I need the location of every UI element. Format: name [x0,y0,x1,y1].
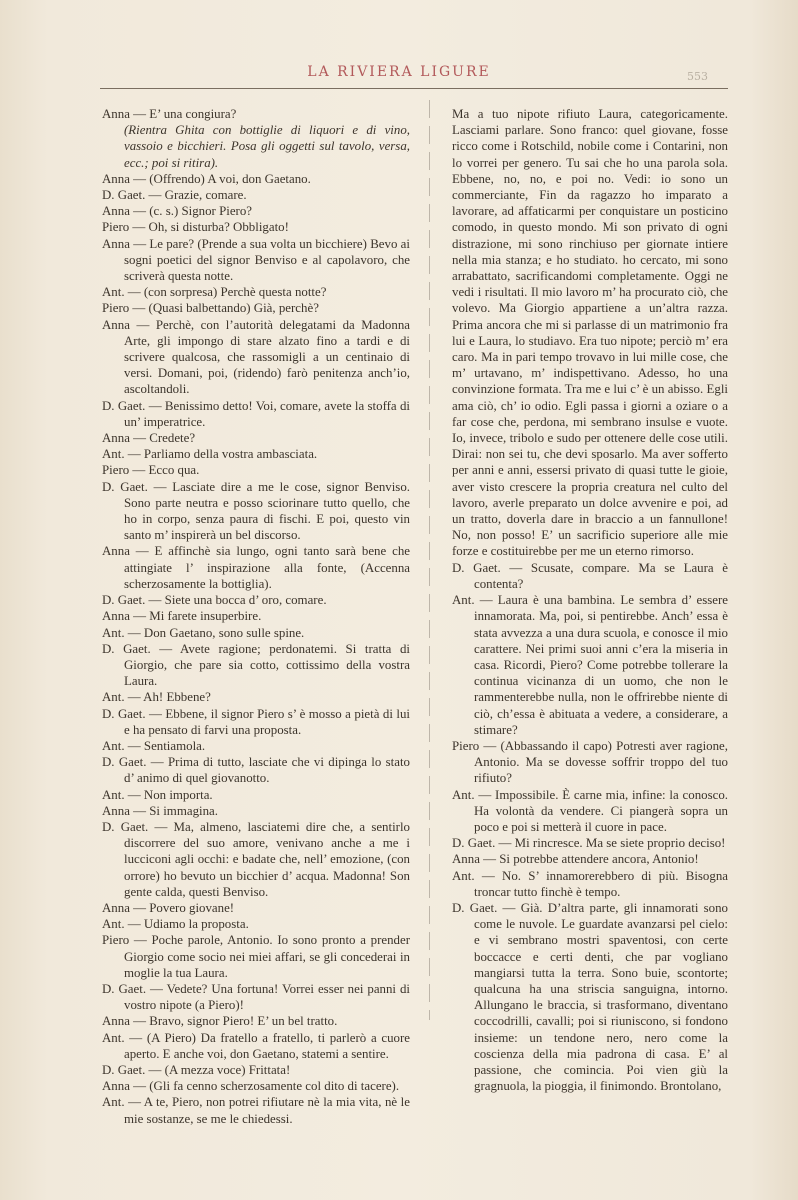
dialogue-line: D. Gaet. — Vedete? Una fortuna! Vorrei esser nei panni di vostro nipote (a Piero)! [102,981,410,1013]
dialogue-line: D. Gaet. — Prima di tutto, lasciate che vi dipinga lo stato d’ animo di quel giovanotto. [102,755,410,786]
dialogue-line: Anna — (Gli fa cenno scherzosamente col dito di tacere). [102,1079,400,1094]
dialogue-line: Ant. — Impossibile. È carne mia, infine: la conosco. Ha volontà da vendere. Ci piangerà sopra un poco e poi si metterà il cuore in pace. [452,787,728,834]
dialogue-line: Ma a tuo nipote rifiuto Laura, categoricamente. Lasciami parlare. Sono franco: quel giovane, fosse ricco come i Rotschild, nobile come i Contarini, non lo vorrei per genero. Tu sai che ho una parola sola. Ebbene, no, no, e poi no. Vedi: io sono un commerciante, Fin da ragazzo ho imparato a lavorare, ad affaticarmi per conquistare un posticino comodo, in questo mondo. Mi son privato di ogni distrazione, mi sono rinchiuso per giornate intiere nella mia stanza; e ho studiato. ho cercato, mi sono arrabattato, sacrificandomi completamente. Oggi ne vedi i risultati. Il mio lavoro m’ ha procurato ciò, che volevo. Ma Giorgio appartiene a un’altra razza. Prima ancora che mi si parlasse di un matrimonio fra lui e Laura, lo studiavo. Era tuo nipote; perciò m’ era caro. Ma in pari tempo trovavo in lui mille cose, che m’ urtavano, m’ indispettivano. Adesso, ho una convinzione formata. Tra me e lui c’ è un abisso. Egli ama ciò, ch’ io odio. Egli passa i giorni a oziare o a far cose che, perdona, mi sembrano insulse e vuote. Io, invece, tribolo e sudo per ottenere delle cose utili. Dirai: non sei tu, che devi sposarlo. Ma aver sofferto per anni e anni, essersi privato di quasi tutte le gioie, aver visto crescere la propria creatura nel culto del lavoro, averle preparato un dolce avvenire e poi, ad un tratto, doverla dare in braccio a un fannullone! No, non posso! E’ un sacrificio superiore alle mie forze e costituirebbe per me un eterno rimorso. [452,107,728,559]
dialogue-line: D. Gaet. — Ma, almeno, lasciatemi dire che, a sentirlo discorrere del suo amore, venivano anche a me i lucciconi agli occhi: e badate che, nell’ emozione, (con orrore) ho bevuto un bicchier d’ acqua. Madonna! Son gente calda, questi Benviso. [102,819,410,899]
dialogue-line: Piero — (Quasi balbettando) Già, perchè? [102,301,319,316]
dialogue-line: Anna — Mi farete insuperbire. [102,609,262,624]
dialogue-line: D. Gaet. — (A mezza voce) Frittata! [102,1062,291,1077]
dialogue-line: Anna — E affinchè sia lungo, ogni tanto sarà bene che attingiate l’ inspirazione alla fonte, (Accenna scherzosamente la bottiglia). [102,544,410,591]
dialogue-line: Anna — (c. s.) Signor Piero? [102,204,253,219]
dialogue-line: Anna — E’ una congiura? [102,107,237,121]
dialogue-line: D. Gaet. — Benissimo detto! Voi, comare, avete la stoffa di un’ imperatrice. [102,398,410,429]
column-divider [429,100,430,1020]
dialogue-line: Ant. — Parliamo della vostra ambasciata. [102,447,318,462]
dialogue-line: (Rientra Ghita con bottiglie di liquori e di vino, vassoio e bicchieri. Posa gli oggetti sul tavolo, versa, ecc.; poi si ritira). [124,123,410,170]
left-column [102,106,410,1127]
dialogue-line: D. Gaet. — Lasciate dire a me le cose, signor Benviso. Sono parte neutra e posso sciorinare tutto quello, che ho in corpo, senza paura di fischi. E poi, questo vin santo m’ inspirerà un bel discorso. [102,479,410,543]
dialogue-line: Anna — Si immagina. [102,803,219,818]
dialogue-line: Ant. — (A Piero) Da fratello a fratello, ti parlerò a cuore aperto. E anche voi, don Gaetano, statemi a sentire. [102,1030,410,1061]
dialogue-line: Anna — Si potrebbe attendere ancora, Antonio! [452,852,699,867]
dialogue-line: Anna — Perchè, con l’autorità delegatami da Madonna Arte, gli impongo di stare alzato fino a tardi e di scrivere qualcosa, che rassomigli a un centinaio di versi. Domani, poi, (ridendo) farò penitenza anch’io, ascoltandoli. [102,317,410,397]
dialogue-line: Anna — Credete? [102,431,196,446]
dialogue-line: Anna — Povero giovane! [102,900,235,915]
dialogue-line: Ant. — Ah! Ebbene? [102,690,211,705]
dialogue-line: D. Gaet. — Ebbene, il signor Piero s’ è mosso a pietà di lui e ha pensato di farvi una proposta. [102,706,410,737]
dialogue-line: Ant. — (con sorpresa) Perchè questa notte? [102,285,327,300]
dialogue-line: Anna — Bravo, signor Piero! E’ un bel tratto. [102,1014,338,1029]
running-title: LA RIVIERA LIGURE [307,64,491,80]
dialogue-line: Anna — Le pare? (Prende a sua volta un bicchiere) Bevo ai sogni poetici del signor Benviso e al capolavoro, che scriverà questa notte. [102,236,410,284]
dialogue-line: Anna — (Offrendo) A voi, don Gaetano. [102,171,311,186]
page-number: 553 [687,70,708,83]
dialogue-line: Piero — Ecco qua. [102,463,200,478]
right-column [452,106,728,1094]
dialogue-line: Piero — Oh, si disturba? Obbligato! [102,220,289,235]
dialogue-line: Ant. — Laura è una bambina. Le sembra d’ essere innamorata. Ma, poi, si pentirebbe. Anch’ essa è stata avvezza a una dura scuola, e conosce il mio carattere. Nei primi suoi anni c’era la miseria in casa. Ricordi, Piero? Come potrebbe tollerare la continua vicinanza di un uomo, che non le rammenterebbe nulla, non le offrirebbe niente di ciò, ch’essa è abituata a vedere, a considerare, a stimare? [452,593,728,737]
dialogue-line: D. Gaet. — Grazie, comare. [102,188,247,203]
header-rule [100,88,728,89]
dialogue-line: Piero — Poche parole, Antonio. Io sono pronto a prender Giorgio come socio nei miei affari, se gli concederai in moglie la tua Laura. [102,933,410,980]
dialogue-line: Ant. — Non importa. [102,787,213,802]
dialogue-line: D. Gaet. — Scusate, compare. Ma se Laura è contenta? [452,560,728,591]
dialogue-line: D. Gaet. — Mi rincresce. Ma se siete proprio deciso! [452,836,726,851]
dialogue-line: Ant. — Sentiamola. [102,738,206,753]
dialogue-line: Ant. — Udiamo la proposta. [102,917,249,932]
dialogue-line: D. Gaet. — Avete ragione; perdonatemi. Si tratta di Giorgio, che pare sia cotto, cottissimo della vostra Laura. [102,641,410,689]
dialogue-line: D. Gaet. — Già. D’altra parte, gli innamorati sono come le nuvole. Le guardate avanzarsi pel cielo: e vi sembrano mostri spaventosi, con certe boccacce e certi denti, che par vogliano mangiarsi tutta la terra. Sono buie, scontorte; qualcuna ha una striscia sanguigna, intorno. Allungano le braccia, si trasformano, diventano coccodrilli, cavalli; poi si riuniscono, si fondono insieme: un tendone nero, nero come la coscienza della mia padrona di casa. E’ al passione, che comincia. Poi vien giù la gragnuola, la pioggia, il finimondo. Brontolano, [452,900,728,1094]
dialogue-line: Piero — (Abbassando il capo) Potresti aver ragione, Antonio. Ma se dovesse soffrir troppo del tuo rifiuto? [452,738,728,786]
dialogue-line: Ant. — Don Gaetano, sono sulle spine. [102,625,305,640]
dialogue-line: D. Gaet. — Siete una bocca d’ oro, comare. [102,593,327,608]
dialogue-line: Ant. — A te, Piero, non potrei rifiutare nè la mia vita, nè le mie sostanze, se me le chiedessi. [102,1095,410,1126]
dialogue-line: Ant. — No. S’ innamorerebbero di più. Bisogna troncar tutto finchè è tempo. [452,868,728,899]
